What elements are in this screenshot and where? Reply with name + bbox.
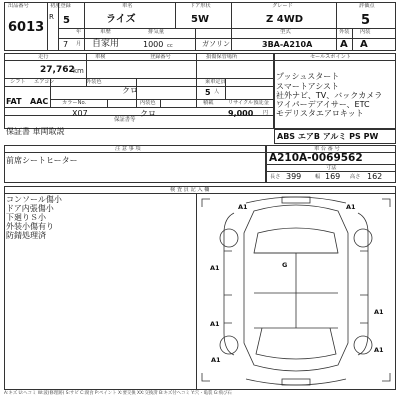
car-damage-diagram — [196, 193, 396, 390]
model-label: 型式 — [280, 29, 291, 35]
doors: 5W — [191, 14, 209, 25]
notes-text: 前席シートヒーター — [6, 156, 78, 165]
sales-point: スマートアシスト — [276, 82, 340, 91]
fuel-type: ガソリン — [202, 40, 230, 48]
shift-label: シフト — [10, 79, 26, 85]
seats: 5 — [205, 88, 211, 97]
payload-label: 積載 — [203, 100, 214, 106]
mileage-unit: km — [73, 67, 84, 75]
documents-label: 保証書等 — [114, 117, 136, 123]
inspection-title: 検 査 員 記 入 欄 — [170, 187, 210, 193]
lot-number: 6013 — [8, 20, 45, 35]
color-number: X07 — [72, 109, 88, 118]
interior-grade: A — [360, 39, 368, 50]
displacement-unit: cc — [167, 43, 173, 49]
height: 162 — [367, 172, 383, 181]
dimensions-title: 寸法 — [326, 165, 337, 171]
inspection-label: 車検 — [95, 54, 106, 60]
usage: 自家用 — [92, 39, 120, 49]
storage-label: 損傷保管場所 — [206, 54, 238, 60]
damage-mark: A1 — [374, 308, 384, 316]
notes-title: 注 意 事 項 — [115, 146, 141, 152]
sales-point: プッシュスタート — [276, 72, 340, 81]
aircon-label: エアコン — [34, 79, 55, 85]
equipment: ABS エアB アルミ PS PW — [277, 132, 379, 141]
seats-label: 乗車定員 — [205, 79, 226, 85]
era: R — [49, 13, 54, 21]
damage-mark: G — [282, 261, 288, 269]
sales-point: ワイパーデアイサー、ETC — [276, 100, 370, 109]
inspection-line: 防錆処理済 — [6, 231, 46, 240]
interior-label: 内装 — [360, 29, 371, 35]
displacement-label: 排気量 — [148, 29, 165, 35]
sales-points-title: セールスポイント — [310, 54, 352, 60]
recycle-unit: 円 — [263, 110, 269, 116]
color-number-label: カラーNo. — [62, 100, 87, 106]
exterior-grade: A — [340, 39, 348, 50]
usage-label: 車歴 — [100, 29, 111, 35]
damage-mark: A1 — [346, 203, 356, 211]
exterior-color: クロ — [122, 86, 138, 95]
chassis-number: A210A-0069562 — [269, 152, 363, 164]
model-code: 3BA-A210A — [262, 40, 313, 49]
recycle-fee: 9,000 — [228, 109, 254, 118]
sales-point: 社外ナビ、TV、バックカメラ — [276, 91, 383, 100]
chassis-title: 車 台 番 号 — [314, 146, 340, 152]
aircon-type: AAC — [30, 97, 49, 106]
grade-label: グレード — [272, 3, 293, 9]
exterior-label: 外装 — [339, 29, 350, 35]
mileage: 27,762 — [40, 65, 75, 75]
interior-color: クロ — [140, 109, 156, 118]
length: 399 — [286, 172, 302, 181]
score: 5 — [361, 13, 371, 28]
registration-number-label: 登録番号 — [150, 54, 171, 60]
inspection-line: コンソール傷小 — [6, 195, 62, 204]
damage-mark: A1 — [210, 320, 220, 328]
width-label: 幅 — [315, 174, 321, 180]
grade: Z 4WD — [266, 14, 304, 25]
score-label: 評価点 — [359, 3, 375, 9]
lot-label: 出品番号 — [8, 3, 29, 9]
mileage-label: 走行 — [38, 54, 49, 60]
damage-mark: A1 — [374, 346, 384, 354]
inspection-line: 外装小傷有り — [6, 222, 54, 231]
damage-mark: A1 — [211, 356, 221, 364]
registration-year: 5 — [63, 15, 70, 26]
year-unit: 年 — [76, 29, 82, 35]
damage-mark: A1 — [238, 203, 248, 211]
registration-month: 7 — [63, 40, 69, 49]
displacement: 1000 — [143, 40, 164, 49]
inspection-line: 下廻りＳ小 — [6, 213, 46, 222]
documents: 保証書 車両取説 — [6, 127, 65, 136]
month-unit: 月 — [76, 41, 82, 47]
sales-point: モデリスタエアロキット — [276, 109, 364, 118]
damage-mark: A1 — [210, 264, 220, 272]
car-name: ライズ — [106, 14, 136, 25]
shift-type: FAT — [6, 97, 22, 106]
inspection-line: ドア内張傷小 — [6, 204, 54, 213]
seats-unit: 人 — [214, 89, 220, 95]
length-label: 長さ — [270, 174, 281, 180]
height-label: 高さ — [350, 174, 361, 180]
width: 169 — [325, 172, 341, 181]
damage-legend: A:キズ U:ヘコミ W:波(修理跡) S:サビ C:腐食 P:ペイント X:要交換 XX:交換済 B:キズ付ヘコミ Y:穴・亀裂 G:飛び石 — [4, 391, 232, 396]
car-name-label: 車名 — [122, 3, 133, 9]
color-label: 外装色 — [86, 79, 102, 85]
doors-label: ドア形状 — [190, 3, 211, 9]
interior-color-label: 内装色 — [140, 100, 156, 106]
recycle-label: リサイクル預託金 — [228, 100, 269, 106]
registration-label: 初度登録 — [50, 3, 71, 9]
